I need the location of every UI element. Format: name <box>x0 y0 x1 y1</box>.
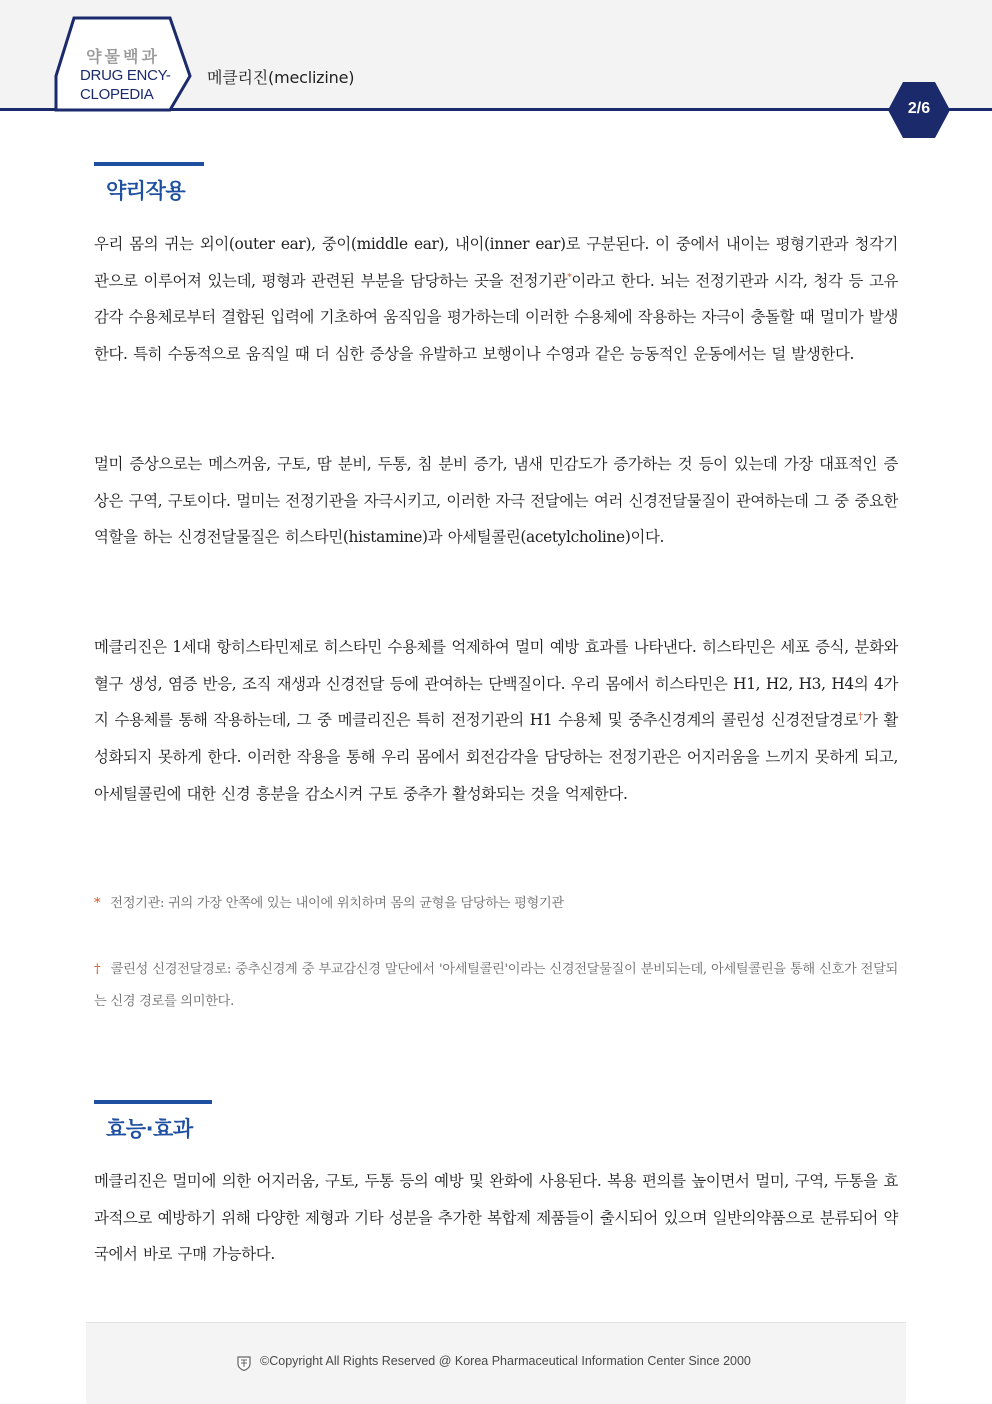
footnote-marker-dagger: † <box>857 712 863 723</box>
paragraph-pharmacology-2: 멀미 증상으로는 메스꺼움, 구토, 땀 분비, 두통, 침 분비 증가, 냄새 민감도가 증가하는 것 등이 있는데 가장 대표적인 증상은 구역, 구토이다. 멀미는 전정기관을 자극시키고, 이러한 자극 전달에는 여러 신경전달물질이 관여하는데 그 중 중요한 역할을 하는 신경전달물질은 히스타민(histamine)과 아세틸콜린(acetylcholine)이다. <box>94 455 898 547</box>
logo-english-line1: DRUG ENCY- <box>80 67 171 84</box>
logo-english-line2: CLOPEDIA <box>80 86 154 103</box>
shield-crest-icon <box>236 1355 252 1371</box>
page-indicator: 2/6 <box>907 100 931 117</box>
footnote-mark: * <box>94 896 101 911</box>
paragraph-text: 이라고 한다. 뇌는 전정기관과 시각, 청각 등 고유감각 수용체로부터 결합된 입력에 기초하여 움직임을 평가하는데 이러한 수용체에 작용하는 자극이 충돌할 때 멀미가 발생한다. 특히 수동적으로 움직일 때 더 심한 증상을 유발하고 보행이나 수영과 같은 능동적인 운동에서는 덜 발생한다. <box>94 271 898 364</box>
paragraph-text: 가 활성화되지 못하게 한다. 이러한 작용을 통해 우리 몸에서 회전감각을 담당하는 전정기관은 어지러움을 느끼지 못하게 되고, 아세틸콜린에 대한 신경 흥분을 감소시켜 구토 중추가 활성화되는 것을 억제한다. <box>94 711 898 803</box>
paragraph-pharmacology-1 <box>94 226 898 373</box>
paragraph-pharmacology-3 <box>94 629 898 813</box>
logo-english-text <box>80 66 190 104</box>
document-title: 메클리진(meclizine) <box>207 68 355 87</box>
logo-korean-text: 약물백과 <box>86 47 160 66</box>
paragraph-text: 메클리진은 1세대 항히스타민제로 히스타민 수용체를 억제하여 멀미 예방 효과를 나타낸다. 히스타민은 세포 증식, 분화와 혈구 생성, 염증 반응, 조직 재생과 신경전달 등에 관여하는 단백질이다. 우리 몸에서 히스타민은 H1, H2, H3, H4의 4가지 수용체를 통해 작용하는데, 그 중 메클리진은 특히 전정기관의 H1 수용체 및 중추신경계의 콜린성 신경전달경로 <box>94 638 898 730</box>
paragraph-text: 우리 몸의 귀는 외이(outer ear), 중이(middle ear), 내이(inner ear)로 구분된다. 이 중에서 내이는 평형기관과 청각기관으로 이루어져 있는데, 평형과 관련된 부분을 담당하는 곳을 전정기관 <box>94 235 898 290</box>
section-title-pharmacology: 약리작용 <box>106 179 186 203</box>
section-accent-bar <box>94 162 204 166</box>
footnote-marker-asterisk: * <box>567 272 572 283</box>
footnote-mark: † <box>94 962 101 977</box>
footnote-cholinergic <box>94 954 898 1018</box>
section-accent-bar <box>94 1100 212 1104</box>
section-title-efficacy: 효능·효과 <box>106 1117 193 1141</box>
copyright-text: ©Copyright All Rights Reserved @ Korea Pharmaceutical Information Center Since 2000 <box>260 1354 751 1368</box>
footnote-text: 전정기관: 귀의 가장 안쪽에 있는 내이에 위치하며 몸의 균형을 담당하는 평형기관 <box>110 896 564 911</box>
footer <box>86 1322 906 1404</box>
footnote-vestibular <box>94 888 898 920</box>
paragraph-efficacy-1: 메클리진은 멀미에 의한 어지러움, 구토, 두통 등의 예방 및 완화에 사용된다. 복용 편의를 높이면서 멀미, 구역, 두통을 효과적으로 예방하기 위해 다양한 제형과 기타 성분을 추가한 복합제 제품들이 출시되어 있으며 일반의약품으로 분류되어 약국에서 바로 구매 가능하다. <box>94 1172 898 1264</box>
footnote-text: 콜린성 신경전달경로: 중추신경계 중 부교감신경 말단에서 '아세틸콜린'이라는 신경전달물질이 분비되는데, 아세틸콜린을 통해 신호가 전달되는 신경 경로를 의미한다. <box>94 962 898 1009</box>
